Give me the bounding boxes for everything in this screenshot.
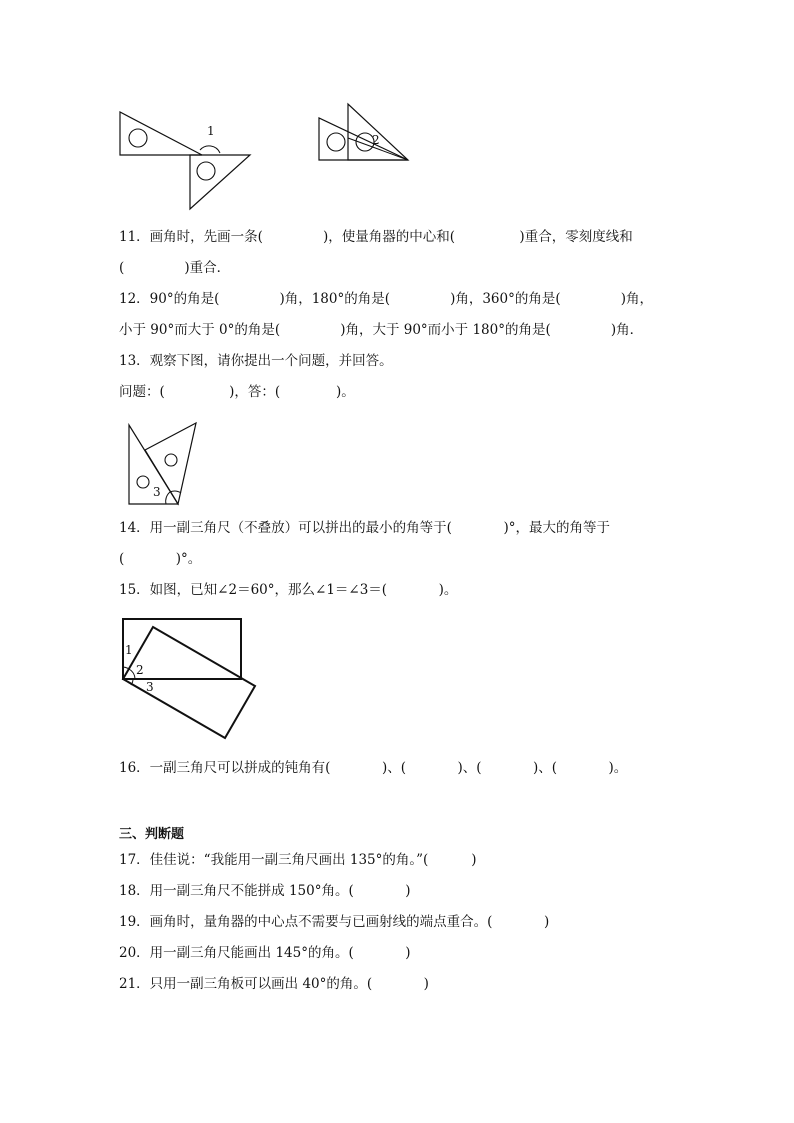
question-11-line-2: ( )重合． xyxy=(119,260,231,276)
figure-4-angle-2-label: 2 xyxy=(136,663,144,677)
figure-4-angle-3-label: 3 xyxy=(146,680,154,694)
question-13-line-1: 13．观察下图，请你提出一个问题，并回答。 xyxy=(119,353,393,369)
figure-rectangles-angles xyxy=(119,616,261,754)
figure-1-angle-label: 1 xyxy=(207,124,215,138)
question-12-line-1: 12．90°的角是( )角，180°的角是( )角，360°的角是( )角， xyxy=(119,291,653,307)
figure-4-angle-1-label: 1 xyxy=(125,643,133,657)
question-19: 19．画角时，量角器的中心点不需要与已画射线的端点重合。( ) xyxy=(119,914,550,930)
question-14-line-1: 14．用一副三角尺（不叠放）可以拼出的最小的角等于( )°，最大的角等于 xyxy=(119,520,610,536)
figure-triangles-angle-1 xyxy=(116,108,256,213)
question-11-line-1: 11．画角时，先画一条( )，使量角器的中心和( )重合，零刻度线和 xyxy=(119,229,633,245)
figure-triangles-angle-3 xyxy=(126,420,200,508)
section-heading-judgement: 三、判断题 xyxy=(119,827,185,842)
figure-2-angle-label: 2 xyxy=(372,133,380,147)
question-14-line-2: ( )°。 xyxy=(119,551,202,567)
question-16: 16．一副三角尺可以拼成的钝角有( )、( )、( )、( )。 xyxy=(119,760,628,776)
question-15: 15．如图，已知∠2＝60°，那么∠1＝∠3＝( )。 xyxy=(119,582,458,598)
question-21: 21．只用一副三角板可以画出 40°的角。( ) xyxy=(119,976,429,992)
figure-triangles-angle-2 xyxy=(316,102,416,164)
question-17: 17．佳佳说：“我能用一副三角尺画出 135°的角。”( ) xyxy=(119,852,477,868)
question-18: 18．用一副三角尺不能拼成 150°角。( ) xyxy=(119,883,411,899)
question-13-line-2: 问题：( )，答：( )。 xyxy=(119,384,355,400)
figure-3-angle-label: 3 xyxy=(153,485,161,499)
question-20: 20．用一副三角尺能画出 145°的角。( ) xyxy=(119,945,411,961)
question-12-line-2: 小于 90°而大于 0°的角是( )角，大于 90°而小于 180°的角是( )角． xyxy=(119,322,644,338)
